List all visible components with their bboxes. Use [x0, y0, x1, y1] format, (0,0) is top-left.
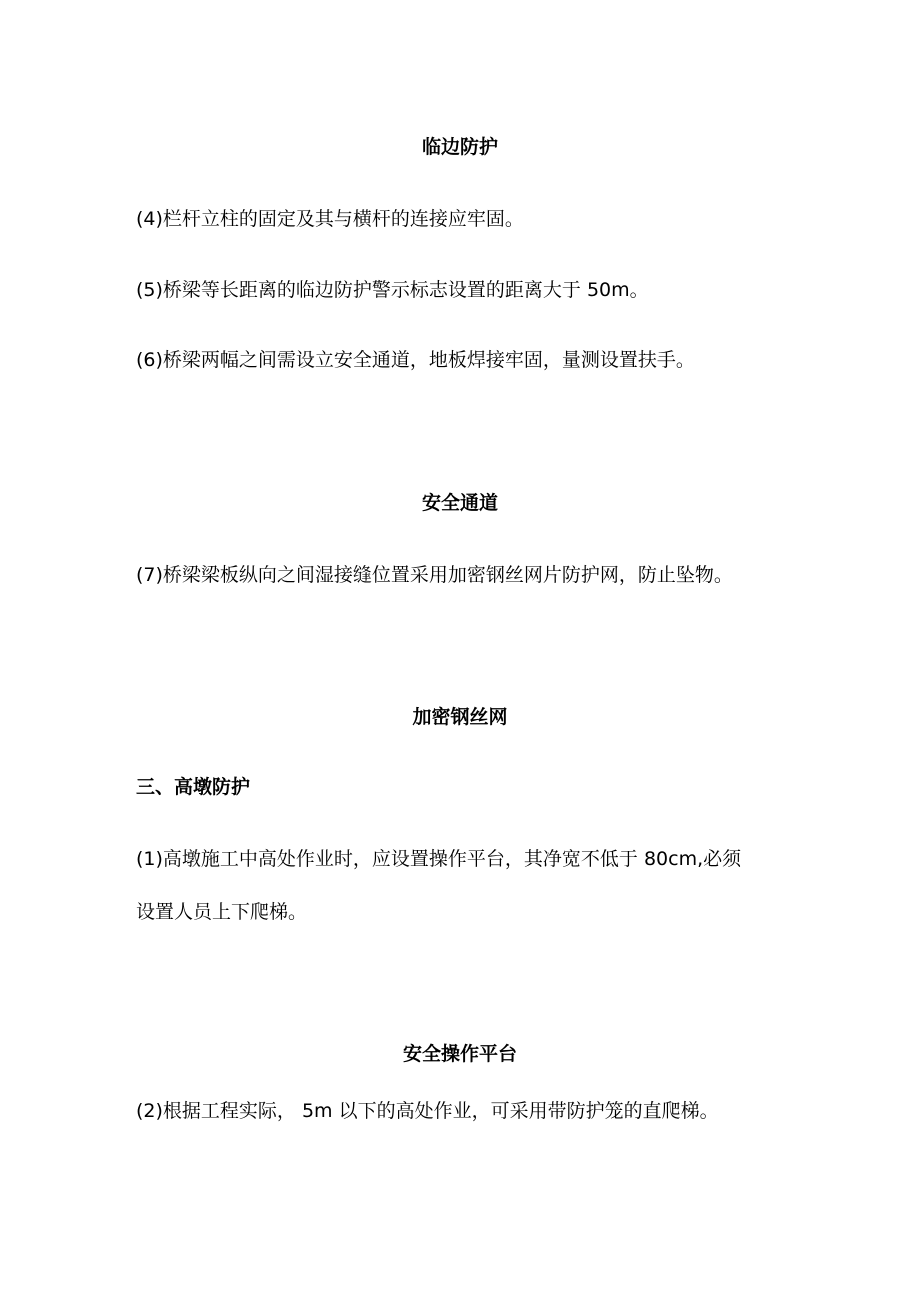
paragraph-item-1-line-2: 设置人员上下爬梯。 — [136, 901, 308, 923]
caption-safety-platform: 安全操作平台 — [402, 1043, 517, 1065]
section-heading-high-pier: 三、高墩防护 — [136, 776, 251, 798]
paragraph-item-2: (2)根据工程实际， 5m 以下的高处作业，可采用带防护笼的直爬梯。 — [136, 1100, 719, 1122]
caption-safety-passage: 安全通道 — [421, 492, 498, 514]
paragraph-item-5: (5)桥梁等长距离的临边防护警示标志设置的距离大于 50m。 — [136, 279, 649, 301]
caption-dense-wire-mesh: 加密钢丝网 — [412, 706, 508, 728]
paragraph-item-4: (4)栏杆立柱的固定及其与横杆的连接应牢固。 — [136, 208, 524, 230]
paragraph-item-6: (6)桥梁两幅之间需设立安全通道，地板焊接牢固，量测设置扶手。 — [136, 349, 695, 371]
caption-edge-protection: 临边防护 — [421, 136, 498, 158]
paragraph-item-7: (7)桥梁梁板纵向之间湿接缝位置采用加密钢丝网片防护网，防止坠物。 — [136, 564, 733, 586]
paragraph-item-1-line-1: (1)高墩施工中高处作业时，应设置操作平台，其净宽不低于 80cm,必须 — [136, 848, 742, 870]
